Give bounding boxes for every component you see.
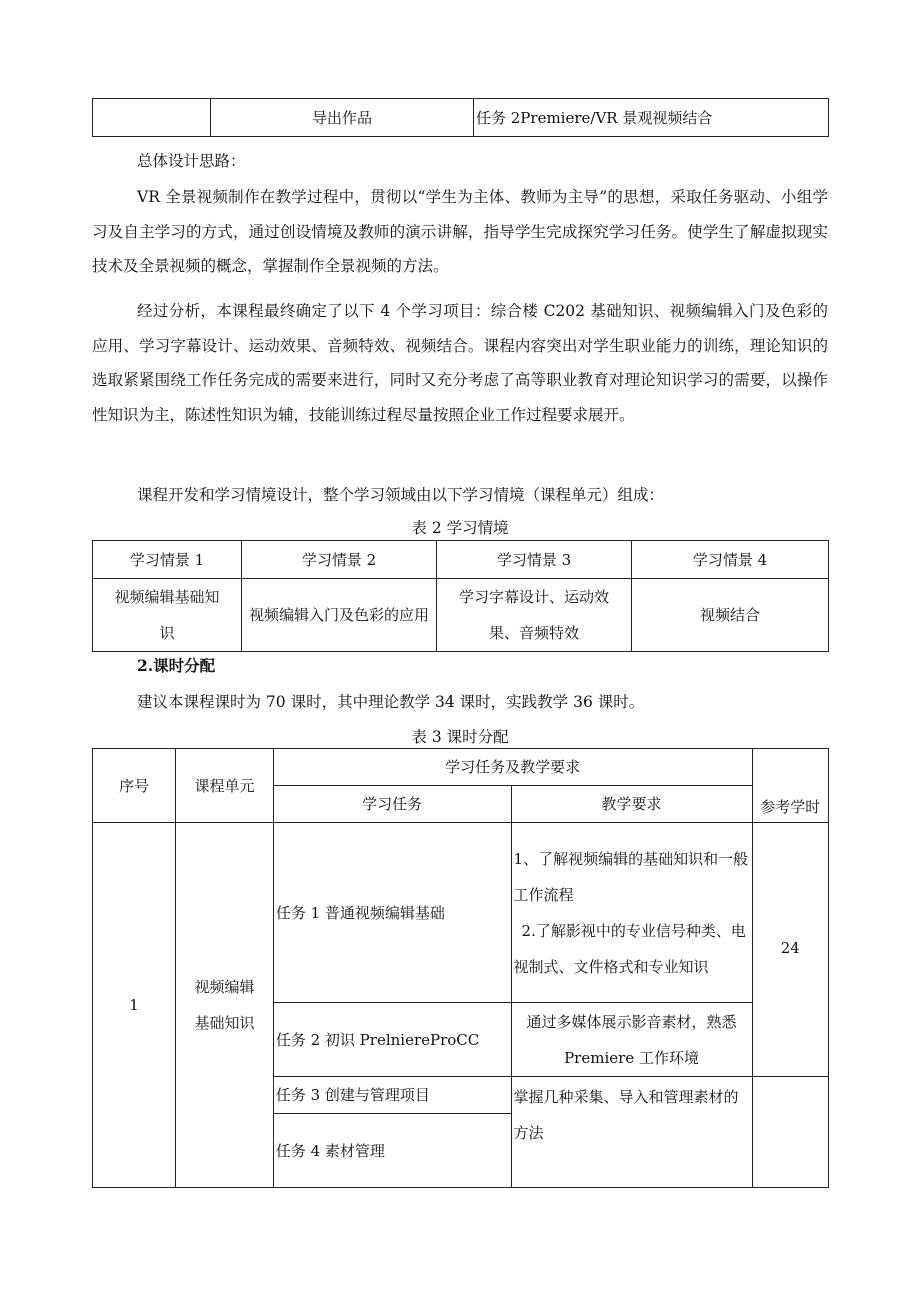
learning-situations-table xyxy=(92,540,829,652)
table3-req2-cell: 通过多媒体展示影音素材，熟悉 Premiere 工作环境 xyxy=(511,1003,752,1077)
table3-header-req: 教学要求 xyxy=(511,786,752,823)
paragraph-2: 经过分析，本课程最终确定了以下 4 个学习项目：综合楼 C202 基础知识、视频编辑入门及色彩的应用、学习字幕设计、运动效果、音频特效、视频结合。课程内容突出对学生职业能力的训练，理论知识的选取紧紧围绕工作任务完成的需要来进行，同时又充分考虑了高等职业教育对理论知识学习的需要，以操作性知识为主，陈述性知识为辅，技能训练过程尽量按照企业工作过程要求展开。 xyxy=(92,302,828,424)
table2-header-1: 学习情景 1 xyxy=(93,541,242,579)
top-table-empty-cell xyxy=(93,99,211,137)
table3-header-hours: 参考学时 xyxy=(752,749,829,823)
paragraph-4: 建议本课程课时为 70 课时，其中理论教学 34 课时，实践教学 36 课时。 xyxy=(137,693,645,711)
table3-seq-cell: 1 xyxy=(93,823,176,1188)
table2-cell-3: 学习字幕设计、运动效果、音频特效 xyxy=(437,579,632,652)
table2-caption: 表 2 学习情境 xyxy=(411,519,509,537)
table2-header-2: 学习情景 2 xyxy=(242,541,437,579)
table3-req3-cell: 掌握几种采集、导入和管理素材的方法 xyxy=(511,1077,752,1188)
paragraph-3: 课程开发和学习情境设计，整个学习领域由以下学习情境（课程单元）组成： xyxy=(137,486,665,504)
table3-task1-cell: 任务 1 普通视频编辑基础 xyxy=(273,823,511,1003)
table3-hours-empty-cell xyxy=(752,1077,829,1188)
table2-cell-1: 视频编辑基础知识 xyxy=(93,579,242,652)
table3-task2-cell: 任务 2 初识 PrelniereProCC xyxy=(273,1003,511,1077)
table2-header-3: 学习情景 3 xyxy=(437,541,632,579)
top-table-task-cell: 任务 2Premiere/VR 景观视频结合 xyxy=(474,99,829,137)
hours-allocation-table xyxy=(92,748,829,1188)
design-heading: 总体设计思路： xyxy=(137,152,246,170)
top-table xyxy=(92,98,829,137)
table2-cell-4: 视频结合 xyxy=(632,579,829,652)
top-table-export-cell: 导出作品 xyxy=(211,99,474,137)
section-2-heading: 2.课时分配 xyxy=(137,656,216,675)
table3-header-seq: 序号 xyxy=(93,749,176,823)
table3-header-group: 学习任务及教学要求 xyxy=(273,749,752,786)
table3-unit-cell: 视频编辑基础知识 xyxy=(176,823,274,1188)
table3-caption: 表 3 课时分配 xyxy=(411,728,509,746)
table3-task3-cell: 任务 3 创建与管理项目 xyxy=(273,1077,511,1114)
table2-header-4: 学习情景 4 xyxy=(632,541,829,579)
table3-req1-cell xyxy=(511,823,752,1003)
table2-cell-2: 视频编辑入门及色彩的应用 xyxy=(242,579,437,652)
table3-req1b: 2.了解影视中的专业信号种类、电视制式、文件格式和专业知识 xyxy=(513,921,746,976)
table3-hours-cell: 24 xyxy=(752,823,829,1077)
table3-header-unit: 课程单元 xyxy=(176,749,274,823)
table3-task4-cell: 任务 4 素材管理 xyxy=(273,1114,511,1188)
paragraph-1: VR 全景视频制作在教学过程中，贯彻以“学生为主体、教师为主导”的思想，采取任务驱动、小组学习及自主学习的方式，通过创设情境及教师的演示讲解，指导学生完成探究学习任务。使学生了解虚拟现实技术及全景视频的概念，掌握制作全景视频的方法。 xyxy=(92,188,828,275)
table3-header-task: 学习任务 xyxy=(273,786,511,823)
table3-req1a: 1、了解视频编辑的基础知识和一般工作流程 xyxy=(513,849,749,904)
